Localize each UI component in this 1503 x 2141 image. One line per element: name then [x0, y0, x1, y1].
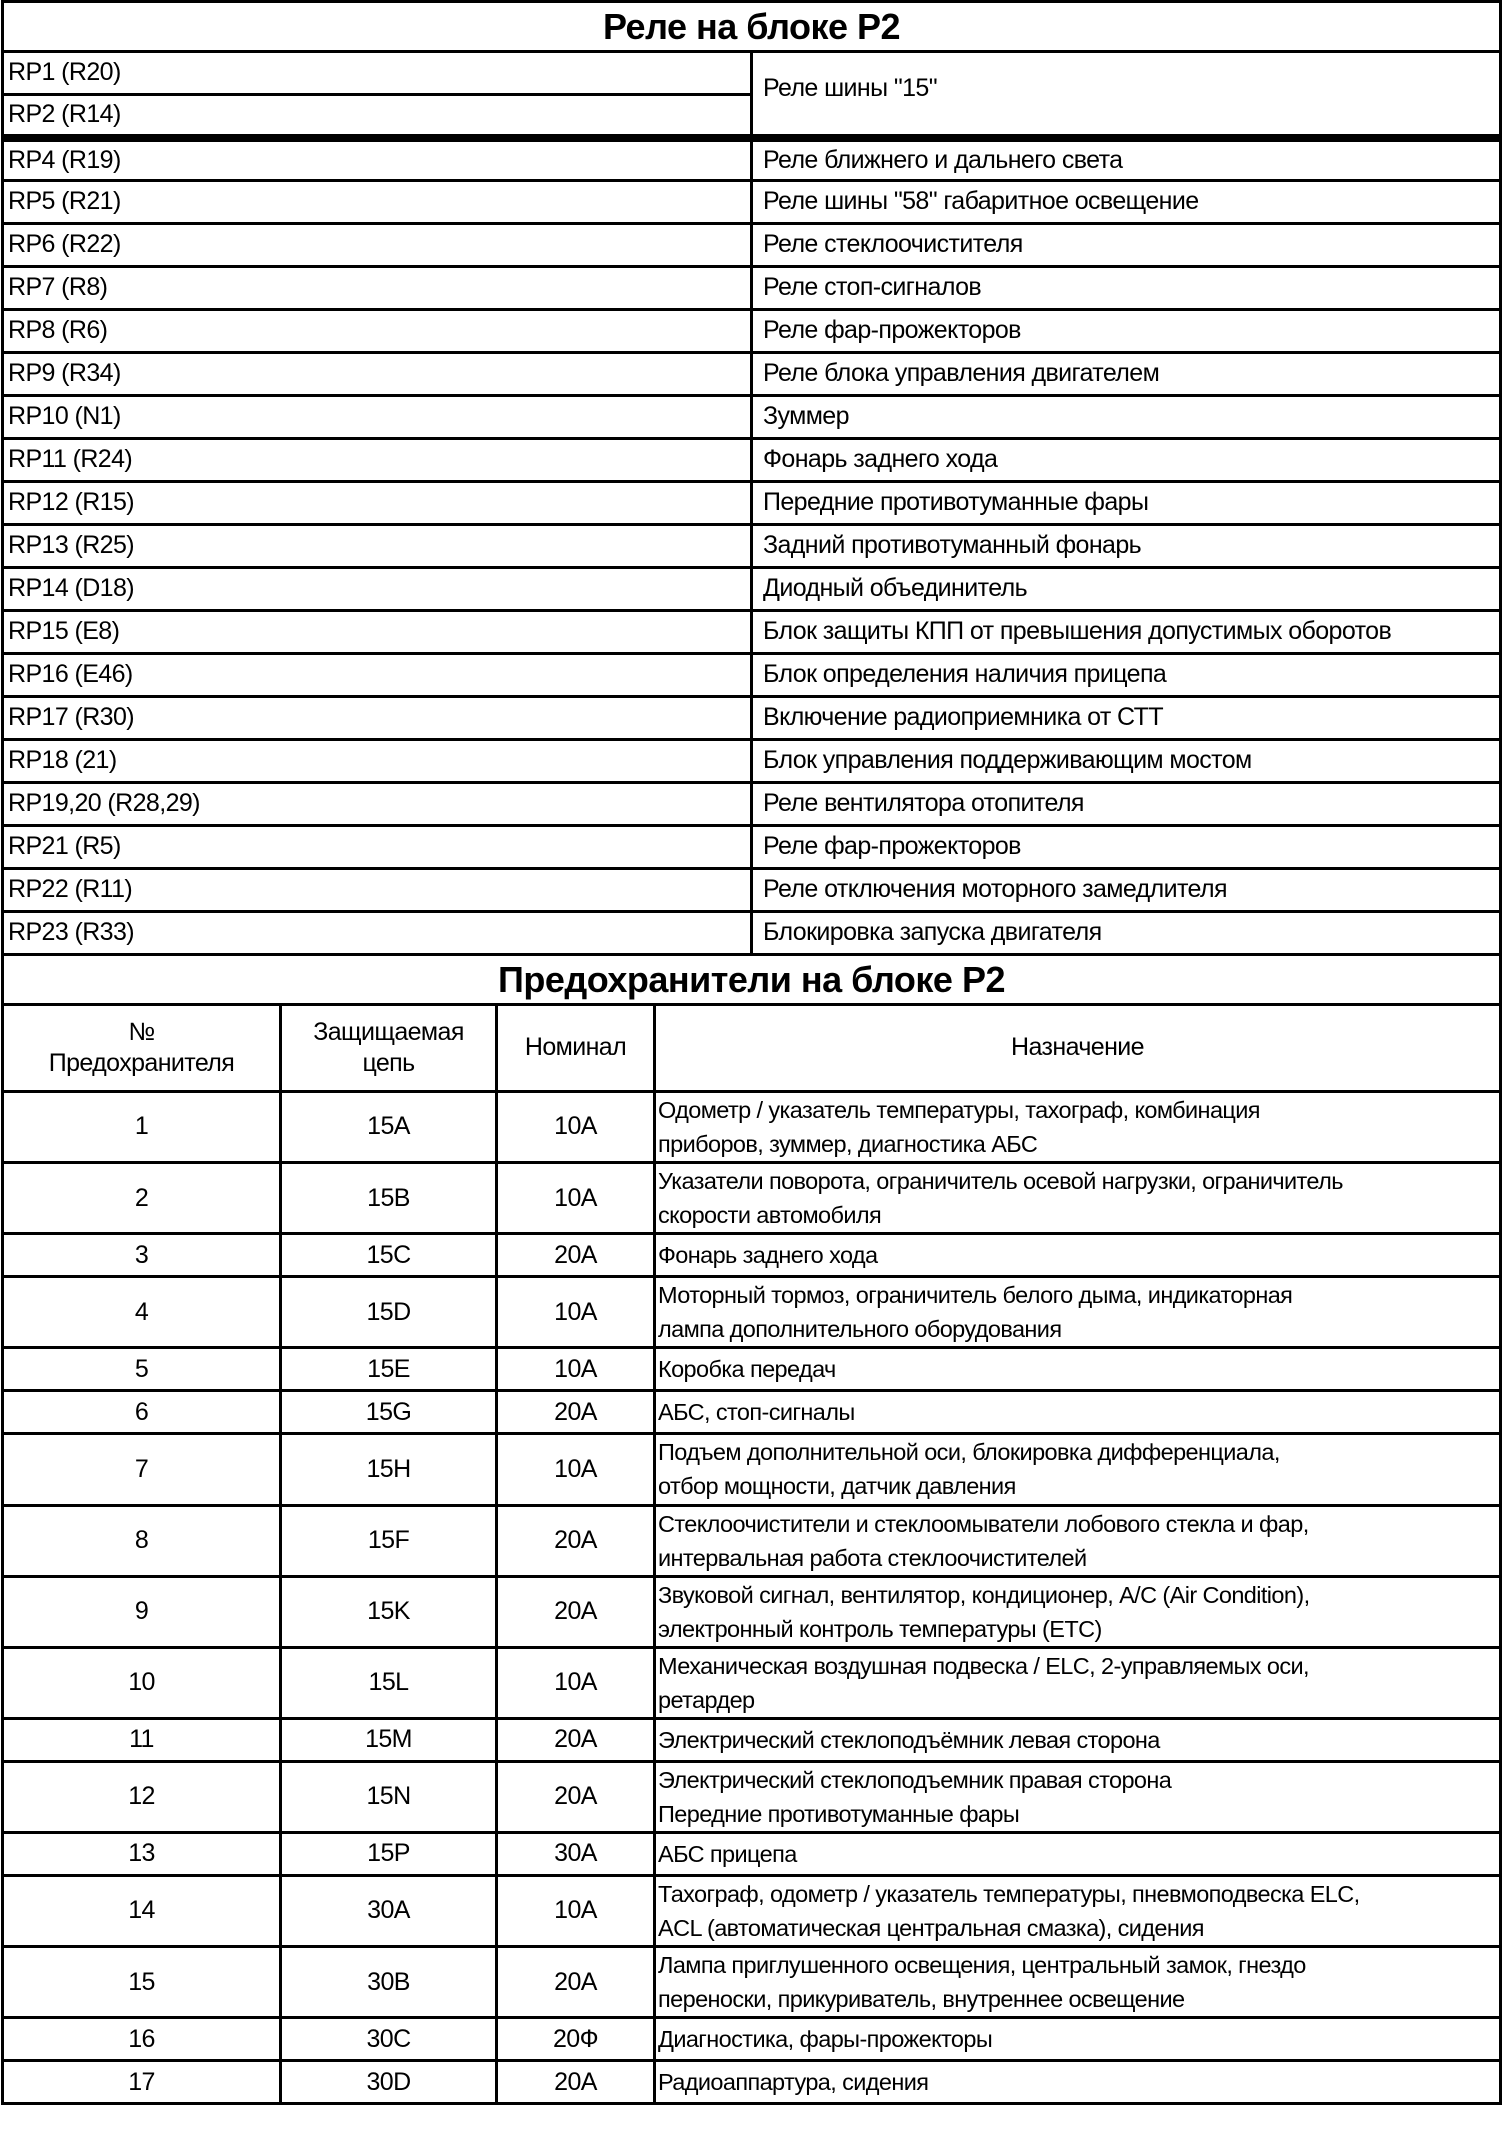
relay-description: Реле вентилятора отопителя [752, 783, 1501, 826]
fuse-purpose [655, 1163, 1501, 1234]
fuse-purpose-line: Стеклоочистители и стеклоомыватели лобового стекла и фар, [658, 1510, 1309, 1537]
relay-code: RP2 (R14) [3, 95, 752, 138]
fuse-rating: 20Ф [497, 2018, 655, 2061]
fuse-circuit: 15L [281, 1647, 497, 1718]
relay-row [3, 740, 1501, 783]
relay-code: RP13 (R25) [3, 525, 752, 568]
fuse-number: 12 [3, 1761, 281, 1832]
fuse-number: 7 [3, 1434, 281, 1505]
fuse-purpose [655, 1092, 1501, 1163]
fuse-purpose-line: ACL (автоматическая центральная смазка), сидения [658, 1915, 1204, 1942]
fuse-row [3, 1348, 1501, 1391]
relay-code: RP7 (R8) [3, 267, 752, 310]
relay-code: RP6 (R22) [3, 224, 752, 267]
relay-row [3, 267, 1501, 310]
fuse-purpose-line: АБС прицепа [658, 1840, 797, 1867]
relay-row [3, 396, 1501, 439]
fuse-circuit: 15B [281, 1163, 497, 1234]
fuse-number: 11 [3, 1718, 281, 1761]
fuse-circuit: 15C [281, 1234, 497, 1277]
fuse-rating: 30A [497, 1833, 655, 1876]
fuse-rating: 20A [497, 1505, 655, 1576]
relay-code: RP14 (D18) [3, 568, 752, 611]
relay-code: RP12 (R15) [3, 482, 752, 525]
fuse-purpose-line: Фонарь заднего хода [658, 1242, 878, 1269]
relay-code: RP21 (R5) [3, 826, 752, 869]
fuse-row [3, 1277, 1501, 1348]
relay-code: RP5 (R21) [3, 181, 752, 224]
fuse-rating: 10A [497, 1434, 655, 1505]
relay-description: Реле стеклоочистителя [752, 224, 1501, 267]
fuse-circuit: 15H [281, 1434, 497, 1505]
relay-code: RP15 (E8) [3, 611, 752, 654]
fuse-purpose [655, 1505, 1501, 1576]
fuse-purpose-line: отбор мощности, датчик давления [658, 1473, 1016, 1500]
fuse-row [3, 1761, 1501, 1832]
fuse-rating: 20A [497, 1761, 655, 1832]
relay-code: RP23 (R33) [3, 912, 752, 955]
fuse-row [3, 2061, 1501, 2104]
fuse-purpose-line: Радиоаппартура, сидения [658, 2069, 929, 2096]
fuse-purpose [655, 1576, 1501, 1647]
fuse-circuit: 30A [281, 1876, 497, 1947]
fuse-purpose-line: Передние противотуманные фары [658, 1800, 1020, 1827]
fuse-number: 4 [3, 1277, 281, 1348]
relay-description: Блок определения наличия прицепа [752, 654, 1501, 697]
fuse-number: 13 [3, 1833, 281, 1876]
fuse-number: 10 [3, 1647, 281, 1718]
relay-row [3, 310, 1501, 353]
relay-description: Передние противотуманные фары [752, 482, 1501, 525]
fuse-purpose-line: Коробка передач [658, 1356, 836, 1383]
relay-row [3, 654, 1501, 697]
fuse-purpose-line: Диагностика, фары-прожекторы [658, 2026, 993, 2053]
fuse-rating: 20A [497, 1576, 655, 1647]
relay-description: Реле ближнего и дальнего света [752, 138, 1501, 181]
relay-description: Реле шины "15" [752, 52, 1501, 138]
relay-code: RP8 (R6) [3, 310, 752, 353]
fuse-row [3, 1718, 1501, 1761]
fuse-purpose-line: интервальная работа стеклоочистителей [658, 1544, 1087, 1571]
fuse-purpose-line: Указатели поворота, ограничитель осевой нагрузки, ограничитель [658, 1168, 1343, 1195]
relay-row [3, 181, 1501, 224]
fuse-row [3, 1576, 1501, 1647]
fuse-rating: 10A [497, 1348, 655, 1391]
fuse-circuit: 15M [281, 1718, 497, 1761]
fuse-purpose [655, 1833, 1501, 1876]
fuse-number: 1 [3, 1092, 281, 1163]
fuse-circuit: 15F [281, 1505, 497, 1576]
fuse-purpose-line: Лампа приглушенного освещения, центральный замок, гнездо [658, 1952, 1306, 1979]
fuse-number: 17 [3, 2061, 281, 2104]
fuse-number: 15 [3, 1947, 281, 2018]
fuse-number: 8 [3, 1505, 281, 1576]
relay-code: RP19,20 (R28,29) [3, 783, 752, 826]
fuse-rating: 20A [497, 2061, 655, 2104]
relay-code: RP4 (R19) [3, 138, 752, 181]
fuse-purpose [655, 1348, 1501, 1391]
fuse-circuit: 15N [281, 1761, 497, 1832]
relay-table-title: Реле на блоке P2 [3, 2, 1501, 52]
fuse-number: 14 [3, 1876, 281, 1947]
fuse-row [3, 1833, 1501, 1876]
relay-code: RP18 (21) [3, 740, 752, 783]
relay-row [3, 439, 1501, 482]
relay-description: Задний противотуманный фонарь [752, 525, 1501, 568]
fuse-row [3, 1647, 1501, 1718]
fuse-purpose-line: ретардер [658, 1686, 755, 1713]
fuse-purpose-line: электронный контроль температуры (ETC) [658, 1615, 1102, 1642]
fuse-circuit: 15E [281, 1348, 497, 1391]
relay-row [3, 826, 1501, 869]
fuse-purpose [655, 1234, 1501, 1277]
header-circuit [281, 1005, 497, 1092]
fuse-circuit: 15K [281, 1576, 497, 1647]
fuse-row [3, 1391, 1501, 1434]
fuse-circuit: 30B [281, 1947, 497, 2018]
relay-row [3, 353, 1501, 396]
fuse-purpose-line: Моторный тормоз, ограничитель белого дыма, индикаторная [658, 1282, 1293, 1309]
fuse-purpose-line: АБС, стоп-сигналы [658, 1399, 855, 1426]
relay-row [3, 568, 1501, 611]
fuse-purpose-line: Электрический стеклоподъемник правая сторона [658, 1766, 1172, 1793]
relay-description: Реле фар-прожекторов [752, 310, 1501, 353]
fuse-number: 16 [3, 2018, 281, 2061]
fuse-purpose-line: Электрический стеклоподъёмник левая сторона [658, 1726, 1160, 1753]
relay-code: RP1 (R20) [3, 52, 752, 95]
fuse-circuit: 15G [281, 1391, 497, 1434]
relay-description: Блок управления поддерживающим мостом [752, 740, 1501, 783]
fuse-purpose [655, 1391, 1501, 1434]
relay-row [3, 869, 1501, 912]
fuse-purpose-line: лампа дополнительного оборудования [658, 1316, 1062, 1343]
relay-code: RP16 (E46) [3, 654, 752, 697]
fuse-circuit: 15P [281, 1833, 497, 1876]
fuse-number: 5 [3, 1348, 281, 1391]
fuse-header-row [3, 1005, 1501, 1092]
fuse-row [3, 1876, 1501, 1947]
fuse-purpose [655, 1647, 1501, 1718]
fuse-row [3, 2018, 1501, 2061]
fuse-rating: 20A [497, 1947, 655, 2018]
header-number-line: Предохранителя [48, 1049, 235, 1077]
fuse-row [3, 1505, 1501, 1576]
relay-code: RP10 (N1) [3, 396, 752, 439]
fuse-row [3, 1947, 1501, 2018]
relay-description: Диодный объединитель [752, 568, 1501, 611]
fuse-purpose [655, 2018, 1501, 2061]
fuse-rating: 20A [497, 1718, 655, 1761]
fuse-purpose-line: Тахограф, одометр / указатель температуры, пневмоподвеска ELC, [658, 1881, 1360, 1907]
relay-description: Реле шины "58" габаритное освещение [752, 181, 1501, 224]
fuse-purpose-line: Звуковой сигнал, вентилятор, кондиционер, A/C (Air Condition), [658, 1581, 1310, 1608]
fuse-purpose [655, 1947, 1501, 2018]
fuse-rating: 10A [497, 1092, 655, 1163]
fuse-purpose-line: Подъем дополнительной оси, блокировка дифференциала, [658, 1439, 1280, 1466]
fuse-purpose [655, 1876, 1501, 1947]
relay-row [3, 224, 1501, 267]
fuse-table-title: Предохранители на блоке P2 [3, 955, 1501, 1005]
fuse-circuit: 30C [281, 2018, 497, 2061]
fuse-rating: 10A [497, 1277, 655, 1348]
relay-table [1, 0, 1502, 956]
fuse-rating: 10A [497, 1876, 655, 1947]
relay-row [3, 697, 1501, 740]
relay-description: Включение радиоприемника от СТТ [752, 697, 1501, 740]
fuse-number: 6 [3, 1391, 281, 1434]
relay-row [3, 482, 1501, 525]
relay-description: Зуммер [752, 396, 1501, 439]
header-circuit-line: Защищаемая [313, 1017, 464, 1046]
fuse-circuit: 30D [281, 2061, 497, 2104]
relay-description: Блокировка запуска двигателя [752, 912, 1501, 955]
relay-row [3, 912, 1501, 955]
fuse-purpose [655, 1761, 1501, 1832]
fuse-purpose-line: Одометр / указатель температуры, тахограф, комбинация [658, 1097, 1260, 1123]
fuse-purpose [655, 1277, 1501, 1348]
fuse-circuit: 15D [281, 1277, 497, 1348]
relay-row [3, 138, 1501, 181]
header-number-line: № [128, 1017, 155, 1046]
relay-row [3, 611, 1501, 654]
header-rating: Номинал [497, 1005, 655, 1092]
fuse-row [3, 1234, 1501, 1277]
relay-code: RP11 (R24) [3, 439, 752, 482]
fuse-purpose [655, 2061, 1501, 2104]
relay-description: Фонарь заднего хода [752, 439, 1501, 482]
fuse-purpose-line: переноски, прикуриватель, внутреннее освещение [658, 1986, 1185, 2013]
fuse-row [3, 1092, 1501, 1163]
header-circuit-line: цепь [362, 1049, 415, 1077]
fuse-number: 2 [3, 1163, 281, 1234]
relay-row [3, 525, 1501, 568]
relay-code: RP9 (R34) [3, 353, 752, 396]
relay-description: Блок защиты КПП от превышения допустимых оборотов [752, 611, 1501, 654]
fuse-purpose-line: Механическая воздушная подвеска / ELC, 2-управляемых оси, [658, 1652, 1309, 1679]
fuse-purpose-line: приборов, зуммер, диагностика АБС [658, 1131, 1038, 1158]
fuse-circuit: 15A [281, 1092, 497, 1163]
fuse-row [3, 1434, 1501, 1505]
fuse-rating: 20A [497, 1234, 655, 1277]
header-purpose: Назначение [655, 1005, 1501, 1092]
relay-row [3, 783, 1501, 826]
fuse-rating: 20A [497, 1391, 655, 1434]
header-number [3, 1005, 281, 1092]
fuse-rating: 10A [497, 1647, 655, 1718]
fuse-number: 9 [3, 1576, 281, 1647]
fuse-number: 3 [3, 1234, 281, 1277]
relay-code: RP17 (R30) [3, 697, 752, 740]
fuse-table [1, 953, 1502, 2105]
fuse-purpose-line: скорости автомобиля [658, 1202, 882, 1229]
fuse-rating: 10A [497, 1163, 655, 1234]
relay-description: Реле фар-прожекторов [752, 826, 1501, 869]
relay-code: RP22 (R11) [3, 869, 752, 912]
relay-description: Реле стоп-сигналов [752, 267, 1501, 310]
fuse-purpose [655, 1434, 1501, 1505]
relay-description: Реле блока управления двигателем [752, 353, 1501, 396]
relay-description: Реле отключения моторного замедлителя [752, 869, 1501, 912]
fuse-row [3, 1163, 1501, 1234]
fuse-purpose [655, 1718, 1501, 1761]
